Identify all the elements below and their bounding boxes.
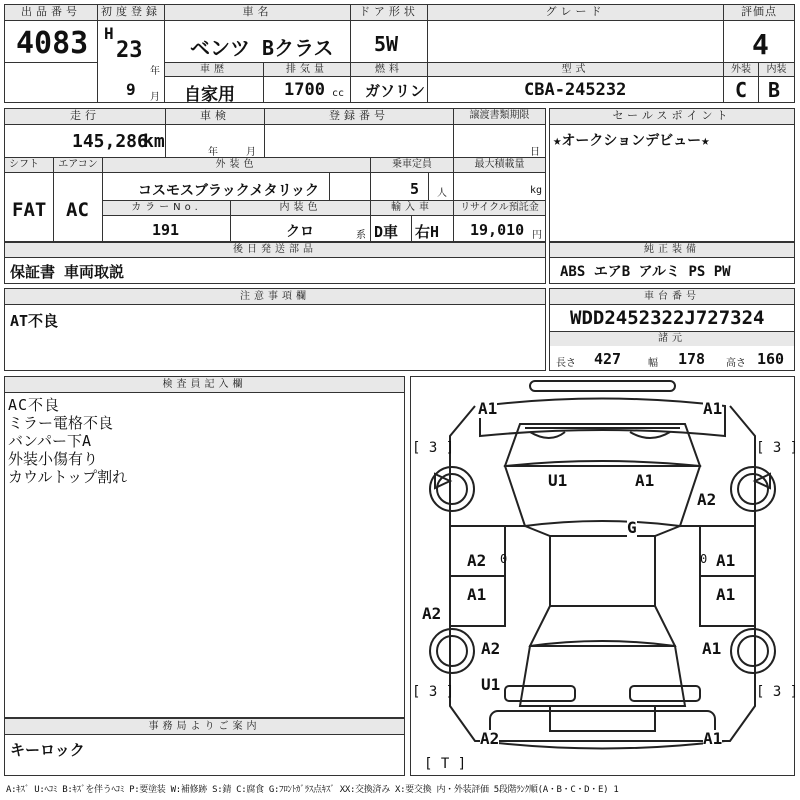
door-header: ドア形状 xyxy=(351,5,427,21)
score-value: 4 xyxy=(752,28,769,61)
height-value: 160 xyxy=(757,350,785,368)
recycle-header: リサイクル預託金 xyxy=(454,201,545,216)
specs-header: 諸元 xyxy=(550,332,794,346)
mark-left-zero: 0 xyxy=(500,552,508,566)
inspector-line-2: ミラー電格不良 xyxy=(8,414,114,432)
car-diagram xyxy=(410,376,795,776)
era-code: H xyxy=(104,24,114,43)
interior-color-header: 内装色 xyxy=(231,201,370,216)
first-registration-header: 初度登録 xyxy=(98,5,164,21)
month-unit: 月 xyxy=(150,92,160,103)
interior-grade-header: 内装 xyxy=(759,63,794,77)
model-value: CBA-245232 xyxy=(524,80,627,100)
capacity-value: 5 xyxy=(410,180,420,198)
recycle-unit: 円 xyxy=(532,230,542,241)
vehicle-details-block xyxy=(4,108,546,242)
interior-color-suffix: 系 xyxy=(356,230,366,241)
exterior-grade-value: C xyxy=(735,78,748,102)
height-label: 高さ xyxy=(726,358,746,369)
inspector-line-3: バンパー下A xyxy=(8,432,91,450)
fuel-value: ガソリン xyxy=(365,82,426,100)
length-label: 長さ xyxy=(556,358,576,369)
genuine-equipment-value: ABS エアB アルミ PS PW xyxy=(560,264,731,280)
inspector-line-5: カウルトップ割れ xyxy=(8,468,128,486)
mark-left-a2: A2 xyxy=(467,551,487,570)
sales-point-block xyxy=(549,108,795,242)
mileage-header: 走行 xyxy=(5,109,165,125)
later-parts-header: 後日発送部品 xyxy=(5,243,545,258)
door-type: 5W xyxy=(374,32,399,56)
transfer-deadline-header: 譲渡書類期限 xyxy=(454,109,545,125)
registration-month: 9 xyxy=(126,80,136,99)
aircon-value: AC xyxy=(66,199,89,221)
mark-right-zero: 0 xyxy=(700,552,708,566)
capacity-header: 乗車定員 xyxy=(371,158,453,173)
exterior-color-header: 外装色 xyxy=(103,158,370,173)
mark-left-u1: U1 xyxy=(481,675,501,694)
inspection-month-unit: 月 xyxy=(246,147,256,158)
bracket-top-right: [ 3 ] xyxy=(756,440,799,456)
mark-right-a1: A1 xyxy=(716,551,736,570)
office-notice-value: キーロック xyxy=(10,741,85,759)
aircon-header: エアコン xyxy=(54,158,102,173)
mark-roof-u1: U1 xyxy=(548,471,568,490)
recycle-value: 19,010 xyxy=(470,221,525,239)
car-name: ベンツ Bクラス xyxy=(190,36,334,60)
mark-right-a1b: A1 xyxy=(716,585,736,604)
mark-g: G xyxy=(627,518,637,537)
mark-right-a1c: A1 xyxy=(702,639,722,658)
inspector-line-1: AC不良 xyxy=(8,396,61,414)
inspection-header: 車検 xyxy=(166,109,264,125)
history-value: 自家用 xyxy=(184,85,235,105)
score-header: 評価点 xyxy=(724,5,794,21)
displacement-header: 排気量 xyxy=(264,63,350,77)
capacity-unit: 人 xyxy=(437,188,447,199)
year-unit: 年 xyxy=(150,66,160,77)
bracket-top-left: [ 3 ] xyxy=(412,440,455,456)
max-load-unit: kg xyxy=(530,185,543,196)
registration-year: 23 xyxy=(116,38,143,63)
lot-number-header: 出品番号 xyxy=(5,5,97,21)
bracket-bottom-left: [ 3 ] xyxy=(412,684,455,700)
mark-rear-left-side: A2 xyxy=(422,604,442,623)
registration-no-header: 登録番号 xyxy=(265,109,453,125)
grade-header: グレード xyxy=(428,5,723,21)
lot-number: 4083 xyxy=(16,26,89,61)
mark-rear-left: A2 xyxy=(480,729,500,748)
car-name-header: 車名 xyxy=(165,5,350,21)
mark-front-right: A1 xyxy=(703,399,723,418)
fuel-header: 燃料 xyxy=(351,63,427,77)
mark-left-a1: A1 xyxy=(467,585,487,604)
import-header: 輸入車 xyxy=(371,201,453,216)
width-value: 178 xyxy=(678,350,706,368)
chassis-no-value: WDD2452322J727324 xyxy=(570,307,765,329)
bracket-bottom-right: [ 3 ] xyxy=(756,684,799,700)
mark-roof-a1: A1 xyxy=(635,471,655,490)
mark-rear-right: A1 xyxy=(703,729,723,748)
sales-point-value: ★オークションデビュー★ xyxy=(553,133,710,149)
exterior-color-value: コスモスブラックメタリック xyxy=(138,183,320,199)
shift-value: FAT xyxy=(12,199,47,221)
notes-value: AT不良 xyxy=(10,312,59,330)
displacement-value: 1700 xyxy=(284,80,325,100)
notes-header: 注意事項欄 xyxy=(5,289,545,305)
mark-front-left: A1 xyxy=(478,399,498,418)
interior-grade-value: B xyxy=(768,78,781,102)
bracket-tail: [ T ] xyxy=(424,756,467,772)
mark-left-a2b: A2 xyxy=(481,639,501,658)
import-handle-value: 右H xyxy=(415,223,440,241)
interior-color-value: クロ xyxy=(286,224,314,240)
later-parts-value: 保証書 車両取説 xyxy=(10,263,125,281)
mileage-value: 145,286 xyxy=(72,131,148,152)
model-header: 型式 xyxy=(428,63,723,77)
shift-header: シフト xyxy=(5,158,53,173)
color-no-header: カラーNo. xyxy=(103,201,230,216)
transfer-day-unit: 日 xyxy=(530,147,540,158)
genuine-equipment-header: 純正装備 xyxy=(550,243,794,258)
sales-point-header: セールスポイント xyxy=(550,109,794,125)
max-load-header: 最大積載量 xyxy=(454,158,545,173)
mark-right-a2: A2 xyxy=(697,490,717,509)
legend-text: A:ｷｽﾞ U:ﾍｺﾐ B:ｷｽﾞを伴うﾍｺﾐ P:要塗装 W:補修跡 S:錆 C:腐食 G:ﾌﾛﾝﾄｶﾞﾗｽ点ｷｽﾞ XX:交換済み X:要交換 内・外装評価 5段階ﾗﾝｸ順(A・B・C・D・E) 1 xyxy=(6,785,619,795)
inspector-header: 検査員記入欄 xyxy=(5,377,404,393)
inspection-year-unit: 年 xyxy=(208,147,218,158)
inspector-line-4: 外装小傷有り xyxy=(8,450,99,468)
office-notice-header: 事務局よりご案内 xyxy=(5,719,404,735)
width-label: 幅 xyxy=(648,358,658,369)
length-value: 427 xyxy=(594,350,622,368)
displacement-unit: cc xyxy=(332,88,345,99)
chassis-no-header: 車台番号 xyxy=(550,289,794,305)
history-header: 車歴 xyxy=(165,63,263,77)
color-no-value: 191 xyxy=(152,221,180,239)
exterior-grade-header: 外装 xyxy=(724,63,758,77)
mileage-unit: km xyxy=(143,131,165,152)
import-dealer-value: D車 xyxy=(374,223,399,241)
